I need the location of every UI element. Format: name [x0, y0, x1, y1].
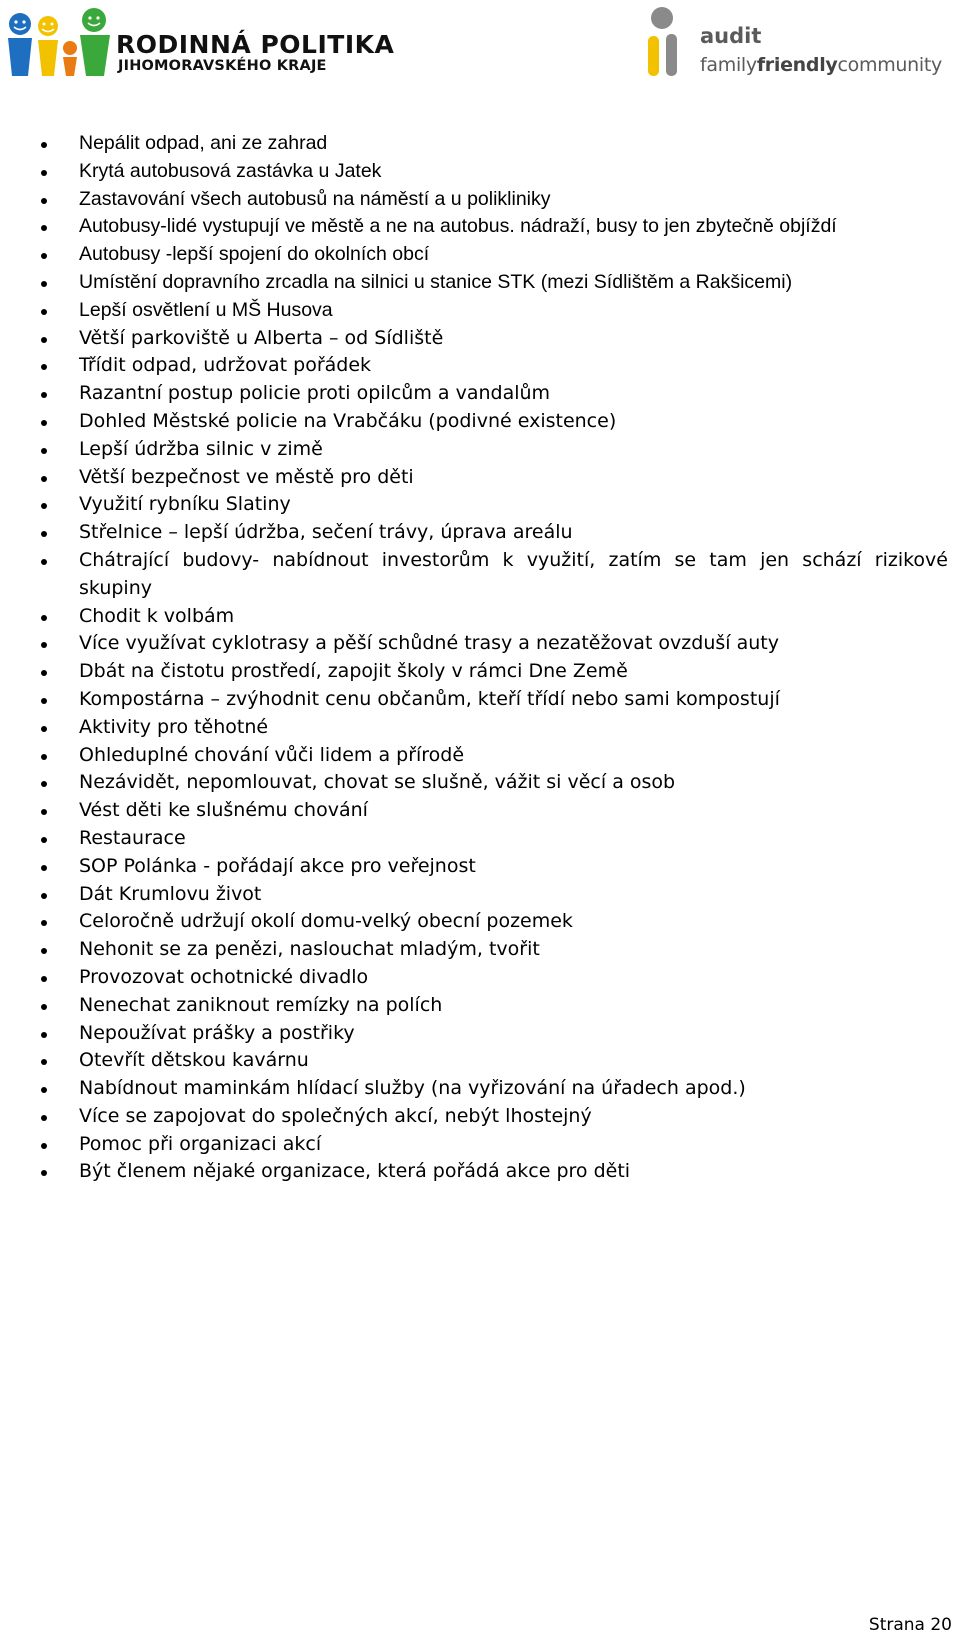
list-item: Razantní postup policie proti opilcům a vandalům [0, 380, 960, 408]
list-item: Dát Krumlovu život [0, 881, 960, 909]
list-item: Lepší osvětlení u MŠ Husova [0, 297, 960, 325]
logo-subtitle: JIHOMORAVSKÉHO KRAJE [118, 58, 327, 74]
list-item: Otevřít dětskou kavárnu [0, 1047, 960, 1075]
logo-ffc-text [700, 54, 942, 76]
list-item: Autobusy-lidé vystupují ve městě a ne na autobus. nádraží, busy to jen zbytečně objíždí [0, 213, 960, 241]
list-item: Využití rybníku Slatiny [0, 491, 960, 519]
list-item: Být členem nějaké organizace, která pořádá akce pro děti [0, 1158, 960, 1186]
list-item: Třídit odpad, udržovat pořádek [0, 352, 960, 380]
list-item: Celoročně udržují okolí domu-velký obecní pozemek [0, 908, 960, 936]
rodinna-politika-logo [4, 4, 395, 80]
list-item: Chátrající budovy- nabídnout investorům k využití, zatím se tam jen schází rizikové skupiny [0, 547, 948, 603]
list-item: Nabídnout maminkám hlídací služby (na vyřizování na úřadech apod.) [0, 1075, 960, 1103]
list-item: Dohled Městské policie na Vrabčáku (podivné existence) [0, 408, 960, 436]
logo-ffc-part2: friendly [756, 54, 838, 76]
logo-title: RODINNÁ POLITIKA [116, 30, 395, 59]
list-item: Kompostárna – zvýhodnit cenu občanům, kteří třídí nebo sami kompostují [0, 686, 960, 714]
list-item: Aktivity pro těhotné [0, 714, 960, 742]
list-item: Ohleduplné chování vůči lidem a přírodě [0, 742, 960, 770]
list-item: Nepálit odpad, ani ze zahrad [0, 130, 960, 158]
logo-audit-text: audit [700, 24, 762, 48]
list-item: Chodit k volbám [0, 603, 960, 631]
list-item: Pomoc při organizaci akcí [0, 1131, 960, 1159]
suggestions-list [0, 130, 960, 1186]
list-item: Větší bezpečnost ve městě pro děti [0, 464, 960, 492]
logo-ffc-part3: community [837, 54, 942, 76]
list-item: Zastavování všech autobusů na náměstí a u polikliniky [0, 186, 960, 214]
list-item: SOP Polánka - pořádají akce pro veřejnost [0, 853, 960, 881]
list-item: Větší parkoviště u Alberta – od Sídliště [0, 325, 960, 353]
list-item: Krytá autobusová zastávka u Jatek [0, 158, 960, 186]
audit-familyfriendlycommunity-logo [646, 4, 956, 80]
logo-ffc-part1: family [700, 54, 757, 76]
list-item: Nezávidět, nepomlouvat, chovat se slušně, vážit si věcí a osob [0, 769, 960, 797]
family-figures-icon [4, 4, 116, 80]
page-number: Strana 20 [868, 1615, 952, 1635]
list-item: Střelnice – lepší údržba, sečení trávy, úprava areálu [0, 519, 960, 547]
list-item: Provozovat ochotnické divadlo [0, 964, 960, 992]
list-item: Více se zapojovat do společných akcí, nebýt lhostejný [0, 1103, 960, 1131]
list-item: Umístění dopravního zrcadla na silnici u stanice STK (mezi Sídlištěm a Rakšicemi) [0, 269, 960, 297]
list-item: Restaurace [0, 825, 960, 853]
list-item: Autobusy -lepší spojení do okolních obcí [0, 241, 960, 269]
list-item: Dbát na čistotu prostředí, zapojit školy v rámci Dne Země [0, 658, 960, 686]
list-item: Nepoužívat prášky a postřiky [0, 1020, 960, 1048]
list-item: Lepší údržba silnic v zimě [0, 436, 960, 464]
list-item: Více využívat cyklotrasy a pěší schůdné trasy a nezatěžovat ovzduší auty [0, 630, 960, 658]
list-item: Nenechat zaniknout remízky na polích [0, 992, 960, 1020]
audit-figure-icon [646, 4, 698, 80]
list-item: Nehonit se za penězi, naslouchat mladým, tvořit [0, 936, 960, 964]
list-item: Vést děti ke slušnému chování [0, 797, 960, 825]
